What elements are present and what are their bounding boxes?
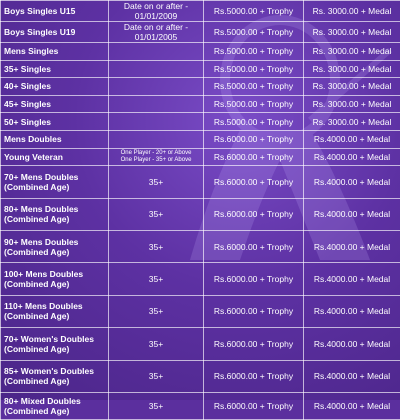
table-row [1,328,400,360]
eligibility-cell [109,148,204,166]
table-row [1,22,400,43]
category-name: 70+ Mens Doubles [4,172,105,182]
winner-prize: Rs.5000.00 + Trophy [204,43,304,61]
winner-prize: Rs.5000.00 + Trophy [204,78,304,96]
category-note: (Combined Age) [4,311,105,321]
category-cell [1,60,109,78]
category-cell [1,78,109,96]
winner-prize: Rs.6000.00 + Trophy [204,360,304,392]
eligibility-text: 35+ [112,242,200,252]
winner-prize: Rs.6000.00 + Trophy [204,295,304,327]
runner-up-prize: Rs.4000.00 + Medal [304,295,400,327]
category-cell [1,230,109,262]
table-row [1,113,400,131]
eligibility-cell [109,22,204,43]
eligibility-cell [109,198,204,230]
category-note: (Combined Age) [4,406,105,416]
eligibility-cell [109,95,204,113]
table-row [1,295,400,327]
eligibility-text: 35+ [112,274,200,284]
runner-up-prize: Rs. 3000.00 + Medal [304,60,400,78]
category-cell [1,263,109,295]
runner-up-prize: Rs. 3000.00 + Medal [304,1,400,22]
prize-table-body [1,1,400,420]
table-row [1,360,400,392]
winner-prize: Rs.6000.00 + Trophy [204,263,304,295]
category-name: 40+ Singles [4,81,105,91]
table-row [1,1,400,22]
runner-up-prize: Rs. 3000.00 + Medal [304,113,400,131]
eligibility-cell [109,263,204,295]
winner-prize: Rs.6000.00 + Trophy [204,198,304,230]
winner-prize: Rs.6000.00 + Trophy [204,148,304,166]
eligibility-text: 35+ [112,177,200,187]
eligibility-cell [109,230,204,262]
category-name: 80+ Mixed Doubles [4,396,105,406]
category-cell [1,130,109,148]
category-name: Boys Singles U15 [4,6,105,16]
winner-prize: Rs.6000.00 + Trophy [204,328,304,360]
winner-prize: Rs.6000.00 + Trophy [204,130,304,148]
eligibility-cell [109,43,204,61]
eligibility-text: 35+ [112,306,200,316]
runner-up-prize: Rs. 3000.00 + Medal [304,22,400,43]
winner-prize: Rs.5000.00 + Trophy [204,95,304,113]
category-cell [1,148,109,166]
category-name: 110+ Mens Doubles [4,301,105,311]
winner-prize: Rs.6000.00 + Trophy [204,230,304,262]
winner-prize: Rs.5000.00 + Trophy [204,113,304,131]
table-row [1,95,400,113]
runner-up-prize: Rs. 3000.00 + Medal [304,95,400,113]
category-name: Boys Singles U19 [4,27,105,37]
eligibility-text: 35+ [112,209,200,219]
eligibility-text: Date on or after - [112,1,200,11]
runner-up-prize: Rs.4000.00 + Medal [304,328,400,360]
eligibility-text: One Player - 20+ or Above [112,150,200,157]
winner-prize: Rs.5000.00 + Trophy [204,22,304,43]
table-row [1,60,400,78]
eligibility-cell [109,328,204,360]
category-note: (Combined Age) [4,247,105,257]
eligibility-text: 01/01/2009 [112,11,200,21]
table-row [1,78,400,96]
category-name: Mens Doubles [4,134,105,144]
winner-prize: Rs.5000.00 + Trophy [204,1,304,22]
eligibility-cell [109,113,204,131]
category-cell [1,1,109,22]
category-note: (Combined Age) [4,376,105,386]
table-row [1,198,400,230]
eligibility-text: One Player - 35+ or Above [112,157,200,164]
table-row [1,166,400,198]
category-cell [1,166,109,198]
category-name: 100+ Mens Doubles [4,269,105,279]
category-cell [1,95,109,113]
category-cell [1,22,109,43]
eligibility-cell [109,392,204,419]
runner-up-prize: Rs. 3000.00 + Medal [304,78,400,96]
category-name: 50+ Singles [4,117,105,127]
winner-prize: Rs.6000.00 + Trophy [204,166,304,198]
category-cell [1,360,109,392]
table-row [1,148,400,166]
category-cell [1,392,109,419]
category-note: (Combined Age) [4,182,105,192]
eligibility-cell [109,130,204,148]
category-note: (Combined Age) [4,279,105,289]
runner-up-prize: Rs.4000.00 + Medal [304,263,400,295]
runner-up-prize: Rs.4000.00 + Medal [304,130,400,148]
category-name: 80+ Mens Doubles [4,204,105,214]
eligibility-text: 35+ [112,371,200,381]
eligibility-cell [109,60,204,78]
category-note: (Combined Age) [4,214,105,224]
winner-prize: Rs.5000.00 + Trophy [204,60,304,78]
runner-up-prize: Rs.4000.00 + Medal [304,148,400,166]
category-cell [1,295,109,327]
table-row [1,263,400,295]
eligibility-cell [109,295,204,327]
runner-up-prize: Rs.4000.00 + Medal [304,166,400,198]
category-name: 35+ Singles [4,64,105,74]
category-cell [1,113,109,131]
table-row [1,392,400,419]
eligibility-text: 35+ [112,401,200,411]
eligibility-cell [109,1,204,22]
eligibility-cell [109,360,204,392]
category-cell [1,43,109,61]
runner-up-prize: Rs. 3000.00 + Medal [304,43,400,61]
category-name: 45+ Singles [4,99,105,109]
category-note: (Combined Age) [4,344,105,354]
category-cell [1,198,109,230]
table-row [1,130,400,148]
table-row [1,43,400,61]
runner-up-prize: Rs.4000.00 + Medal [304,392,400,419]
category-name: 90+ Mens Doubles [4,237,105,247]
category-name: Mens Singles [4,46,105,56]
runner-up-prize: Rs.4000.00 + Medal [304,230,400,262]
table-row [1,230,400,262]
eligibility-cell [109,166,204,198]
eligibility-text: 01/01/2005 [112,32,200,42]
winner-prize: Rs.6000.00 + Trophy [204,392,304,419]
runner-up-prize: Rs.4000.00 + Medal [304,198,400,230]
eligibility-text: 35+ [112,339,200,349]
category-name: 85+ Women's Doubles [4,366,105,376]
eligibility-text: Date on or after - [112,22,200,32]
category-name: 70+ Women's Doubles [4,334,105,344]
eligibility-cell [109,78,204,96]
category-name: Young Veteran [4,152,105,162]
category-cell [1,328,109,360]
runner-up-prize: Rs.4000.00 + Medal [304,360,400,392]
